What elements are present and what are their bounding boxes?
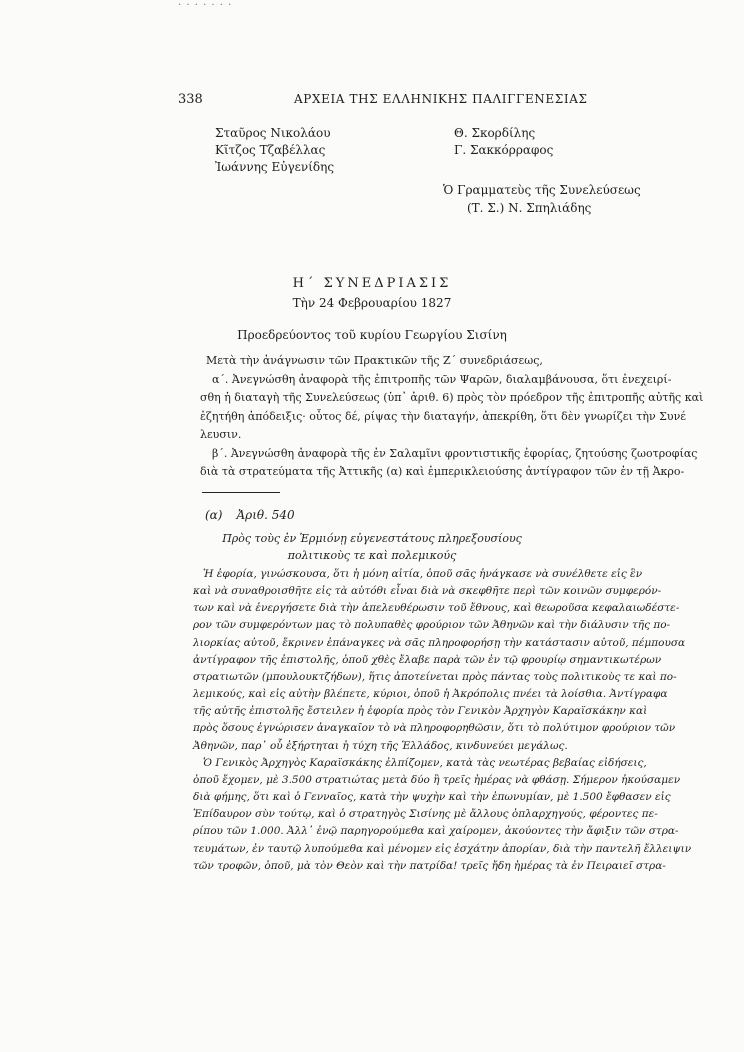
session-date: Τὴν 24 Φεβρουαρίου 1827	[292, 296, 452, 310]
signature-line: Σταῦρος Νικολάου	[215, 126, 331, 140]
body-line: λευσιν.	[200, 428, 242, 441]
signatures-left	[215, 125, 334, 176]
body-line: β΄. Ἀνεγνώσθη ἀναφορὰ τῆς ἐν Σαλαμῖνι φροντιστικῆς ἐφορίας, ζητούσης ζωοτροφίας	[212, 446, 698, 460]
letter-line: πρὸς ὅσους ἐγνώρισεν ἀναγκαῖον τὸ νὰ πληροφορηθῶσιν, ὅτι τὸ πολύτιμον φρούριον τῶν	[193, 722, 676, 735]
secretary-title: Ὁ Γραμματεὺς τῆς Συνελεύσεως	[443, 183, 641, 197]
footnote-reference	[205, 508, 295, 522]
letter-line: καὶ νὰ συναθροισθῆτε εἰς τὰ αὐτόθι εἶναι διὰ νὰ σκεφθῆτε περὶ τῶν κοινῶν συμφερόν-	[193, 585, 662, 598]
letter-line: ρον τῶν συμφερόντων μας τὸ πολυπαθὲς φρούριον τῶν Ἀθηνῶν καὶ τὴν διάλυσιν τῆς πο-	[193, 619, 671, 632]
page-number: 338	[178, 92, 203, 107]
signature-line: Θ. Σκορδίλης	[454, 126, 536, 140]
letter-line: ὁποῦ ἔχομεν, μὲ 3.500 στρατιώτας μετὰ δύο ἢ τρεῖς ἡμέρας νὰ φθάσῃ. Σήμερον ἠκούσαμεν	[193, 773, 681, 786]
signature-line: Ἰωάννης Εὐγενίδης	[215, 160, 335, 174]
session-title: Η΄ ΣΥΝΕΔΡΙΑΣΙΣ	[292, 276, 452, 291]
letter-line: στρατιωτῶν (μπουλουκτζήδων), ἥτις ἀποτείνεται πρὸς πάντας τοὺς πολιτικοὺς τε καὶ πο-	[193, 670, 677, 683]
addressee-line: πολιτικοὺς τε καὶ πολεμικούς	[287, 549, 457, 562]
letter-line: διὰ φήμης, ὅτι καὶ ὁ Γενναῖος, κατὰ τὴν ψυχὴν καὶ τὴν ἐπωνυμίαν, μὲ 1.500 ἔφθασεν εἰς	[193, 791, 671, 804]
letter-line: Ὁ Γενικὸς Ἀρχηγὸς Καραϊσκάκης ἐλπίζομεν, κατὰ τὰς νεωτέρας βεβαίας εἰδήσεις,	[203, 756, 647, 769]
minutes-body	[200, 352, 704, 482]
addressee-line: Πρὸς τοὺς ἐν Ἑρμιόνῃ εὐγενεστάτους πληρεξουσίους	[222, 532, 522, 545]
running-title: ΑΡΧΕΙΑ ΤΗΣ ΕΛΛΗΝΙΚΗΣ ΠΑΛΙΓΓΕΝΕΣΙΑΣ	[294, 92, 588, 106]
body-line: ἐζητήθη ἀπόδειξις· οὗτος δέ, ρίψας τὴν διαταγήν, ἀπεκρίθη, ὅτι δὲν γνωρίζει τὴν Συνέ	[200, 409, 686, 423]
letter-line: λεμικούς, καὶ εἰς αὐτὴν βλέπετε, κύριοι, ὁποῦ ἡ Ἀκρόπολις πνέει τὰ λοίσθια. Ἀντίγραφα	[193, 688, 668, 701]
presiding-line: Προεδρεύοντος τοῦ κυρίου Γεωργίου Σισίνη	[237, 328, 507, 342]
signature-line: Κῖτζος Τζαβέλλας	[215, 143, 326, 157]
footnote-number: Ἀριθ. 540	[236, 508, 295, 522]
footnote-marker: (α)	[205, 508, 223, 522]
secretary-name: (Τ. Σ.) Ν. Σπηλιάδης	[467, 201, 592, 215]
letter-line: τῶν τροφῶν, ὁποῦ, μὰ τὸν Θεὸν καὶ τὴν πατρίδα! τρεῖς ἤδη ἡμέρας τὰ ἐν Πειραιεῖ στρα-	[193, 859, 666, 872]
letter-line: Ἀθηνῶν, παρ᾽ οὗ ἐξήρτηται ἡ τύχη τῆς Ἑλλάδος, κινδυνεύει μεγάλως.	[193, 739, 568, 752]
body-line: α΄. Ἀνεγνώσθη ἀναφορὰ τῆς ἐπιτροπῆς τῶν Ψαρῶν, διαλαμβάνουσα, ὅτι ἐνεχειρί-	[212, 372, 672, 386]
letter-line: Ἡ ἐφορία, γινώσκουσα, ὅτι ἡ μόνη αἰτία, ὁποῦ σᾶς ἠνάγκασε νὰ συνέλθετε εἰς ἓν	[203, 568, 643, 580]
signature-line: Γ. Σακκόρραφος	[454, 143, 554, 157]
letter-line: Ἐπίδαυρον σὺν τούτῳ, καὶ ὁ στρατηγὸς Σισίνης μὲ ἄλλους ὁπλαρχηγούς, φέροντες πε-	[193, 808, 658, 821]
letter-line: τευμάτων, ἐν ταυτῷ λυπούμεθα καὶ μένομεν εἰς ἐσχάτην ἀπορίαν, διὰ τὴν παντελῆ ἔλλειψιν	[193, 842, 692, 855]
letter-addressee	[0, 530, 744, 564]
letter-line: τῆς αὐτῆς ἐπιστολῆς ἔστειλεν ἡ ἐφορία πρὸς τὸν Γενικὸν Ἀρχηγὸν Καραϊσκάκην καὶ	[193, 705, 648, 718]
letter-line: ἀντίγραφον τῆς ἐπιστολῆς, ὁποῦ χθὲς ἔλαβε παρὰ τῶν ἐν τῷ φρουρίῳ σημαντικωτέρων	[193, 653, 662, 666]
body-line: διὰ τὰ στρατεύματα τῆς Ἀττικῆς (α) καὶ ἐμπερικλειούσης ἀντίγραφον τῶν ἐν τῇ Ἀκρο-	[200, 465, 685, 478]
secretary-signature	[443, 181, 641, 217]
letter-line: ρίπου τῶν 1.000. Ἀλλ᾽ ἐνῷ παρηγορούμεθα καὶ χαίρομεν, ἀκούοντες τὴν ἄφιξιν τῶν στρα-	[193, 825, 679, 838]
letter-line: λιορκίας αὐτοῦ, ἔκρινεν ἐπάναγκες νὰ σᾶς πληροφορήσῃ τὴν κατάστασιν αὐτοῦ, πέμπουσα	[193, 636, 686, 649]
letter-text	[193, 566, 692, 875]
body-line: Μετὰ τὴν ἀνάγνωσιν τῶν Πρακτικῶν τῆς Ζ΄ συνεδριάσεως,	[206, 354, 543, 367]
body-line: σθη ἡ διαταγὴ τῆς Συνελεύσεως (ὑπ᾽ ἀριθ. 6) πρὸς τὸν πρόεδρον τῆς ἐπιτροπῆς αὐτῆς καὶ	[200, 391, 704, 404]
scan-artifact-mark: · · · · · · ·	[178, 0, 233, 11]
footnote-divider	[202, 492, 280, 493]
letter-line: των καὶ νὰ ἐνεργήσετε διὰ τὴν ἀπελευθέρωσιν τοῦ ἔθνους, καὶ θεωροῦσα κεφαλαιωδέστε-	[193, 602, 680, 615]
signatures-right	[454, 125, 553, 159]
